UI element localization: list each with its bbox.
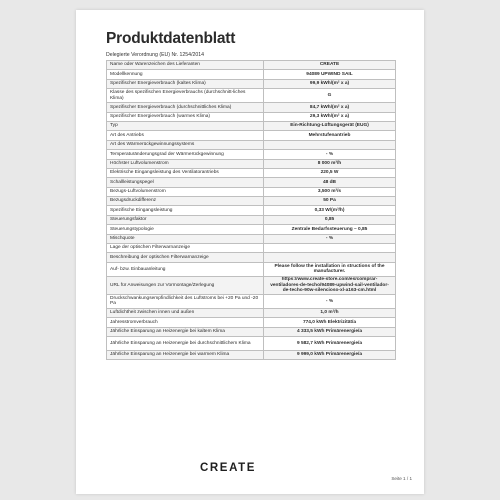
table-row [107,234,396,243]
row-label: Art des Antriebs [107,131,264,140]
row-label: Spezifischer Energieverbrauch (durchschnittliches Klima) [107,103,264,112]
row-value [264,253,396,262]
row-value: 9 582,7 kWh Primärenergie/a [264,336,396,350]
row-label: Jährliche Einsparung an Heizenergie bei durchschnittlichem Klima [107,336,264,350]
row-label: Spezifischer Energieverbrauch (kaltes Klima) [107,79,264,88]
table-row [107,308,396,317]
row-value: - % [264,234,396,243]
row-label: Klasse des spezifischen Energieverbrauchs (durchschnitt-liches Klima) [107,89,264,103]
row-label: Luftdichtheit zwischen innen und außen [107,308,264,317]
row-value: 9 999,0 kWh Primärenergie/a [264,350,396,359]
table-row [107,159,396,168]
row-value: - % [264,294,396,308]
row-value: Please follow the installation in structions of the manufacturer. [264,262,396,276]
table-row [107,327,396,336]
table-row [107,215,396,224]
table-row [107,112,396,121]
row-value: Ein-Richtung-Lüftungsgerät (EUG) [264,121,396,130]
table-row [107,294,396,308]
row-value: 8 000 m³/h [264,159,396,168]
row-label: Spezifische Eingangsleistung [107,206,264,215]
table-row [107,336,396,350]
row-label: Steuerungsfaktor [107,215,264,224]
table-row [107,187,396,196]
row-value: 94089 UPWIND SAIL [264,70,396,79]
row-label: Jahresstromverbrauch [107,318,264,327]
row-label: URL für Anweisungen zur Vormontage/Zerlegung [107,276,264,294]
product-data-table [106,60,396,360]
table-row [107,61,396,70]
table-row [107,121,396,130]
page-number: Seite 1 / 1 [391,476,412,481]
row-label: Höchster Luftvolumenstrom [107,159,264,168]
row-value: 50 Pa [264,197,396,206]
row-label: Modellkennung [107,70,264,79]
row-value: 0,85 [264,215,396,224]
brand-logo: CREATE [200,462,257,474]
table-row [107,89,396,103]
table-row [107,244,396,253]
table-row [107,103,396,112]
row-value: 99,9 kWh/(m² x a) [264,79,396,88]
row-label: Jährliche Einsparung an Heizenergie bei warmem Klima [107,350,264,359]
row-value: 0,33 W/(m³/h) [264,206,396,215]
row-value: 29,3 kWh/(m² x a) [264,112,396,121]
row-label: Temperaturänderungsgrad der Wärmerückgewinnung [107,150,264,159]
row-label: Schallleistungspegel [107,178,264,187]
row-value: 220,5 W [264,168,396,177]
row-value: 48 dB [264,178,396,187]
table-row [107,70,396,79]
table-row [107,131,396,140]
row-label: Beschreibung der optischen Filterwarnanzeige [107,253,264,262]
table-row [107,318,396,327]
row-label: Druckschwankungsempfindlichkeit des Luftstroms bei +20 Pa und -20 Pa [107,294,264,308]
table-row [107,206,396,215]
row-label: Art des Wärmerückgewinnungssystems [107,140,264,149]
product-data-table-body [107,61,396,360]
page-title: Produktdatenblatt [106,30,236,47]
table-row [107,140,396,149]
row-value: 774,0 kWh Elektrizität/a [264,318,396,327]
row-label: Jährliche Einsparung an Heizenergie bei kaltem Klima [107,327,264,336]
table-row [107,225,396,234]
row-label: Elektrische Eingangsleistung des Ventilatorantriebs [107,168,264,177]
row-label: Auf- bzw. Einbauanleitung [107,262,264,276]
row-label: Lage der optischen Filterwarnanzeige [107,244,264,253]
row-label: Typ [107,121,264,130]
row-value: https://www.create-store.com/es/comprar-ventiladores-de-techo/94089-upwind-sail-ventilador-de-techo-90w-silencioso-xl-a163-cm.html [264,276,396,294]
row-value [264,244,396,253]
table-row [107,197,396,206]
row-value: 84,7 kWh/(m² x a) [264,103,396,112]
table-row [107,262,396,276]
row-value: - % [264,150,396,159]
row-label: Spezifischer Energieverbrauch (warmes Klima) [107,112,264,121]
table-row [107,79,396,88]
row-label: Name oder Warenzeichen des Lieferanten [107,61,264,70]
row-value: 4 333,5 kWh Primärenergie/a [264,327,396,336]
row-label: Steuerungstypologie [107,225,264,234]
row-value: CREATE [264,61,396,70]
table-row [107,253,396,262]
row-label: Mischquote [107,234,264,243]
row-value: G [264,89,396,103]
row-label: Bezugs-Luftvolumenstrom [107,187,264,196]
table-row [107,276,396,294]
table-row [107,150,396,159]
table-row [107,178,396,187]
row-value: 3,500 m³/s [264,187,396,196]
row-value: Mehrstufenantrieb [264,131,396,140]
table-row [107,168,396,177]
datasheet-page [76,10,424,494]
row-value [264,140,396,149]
row-value: Zentrale Bedarfssteuerung – 0,85 [264,225,396,234]
row-label: Bezugsdruckdifferenz [107,197,264,206]
table-row [107,350,396,359]
regulation-reference: Delegierte Verordnung (EU) Nr. 1254/2014 [106,52,205,58]
row-value: 1,0 m³/h [264,308,396,317]
